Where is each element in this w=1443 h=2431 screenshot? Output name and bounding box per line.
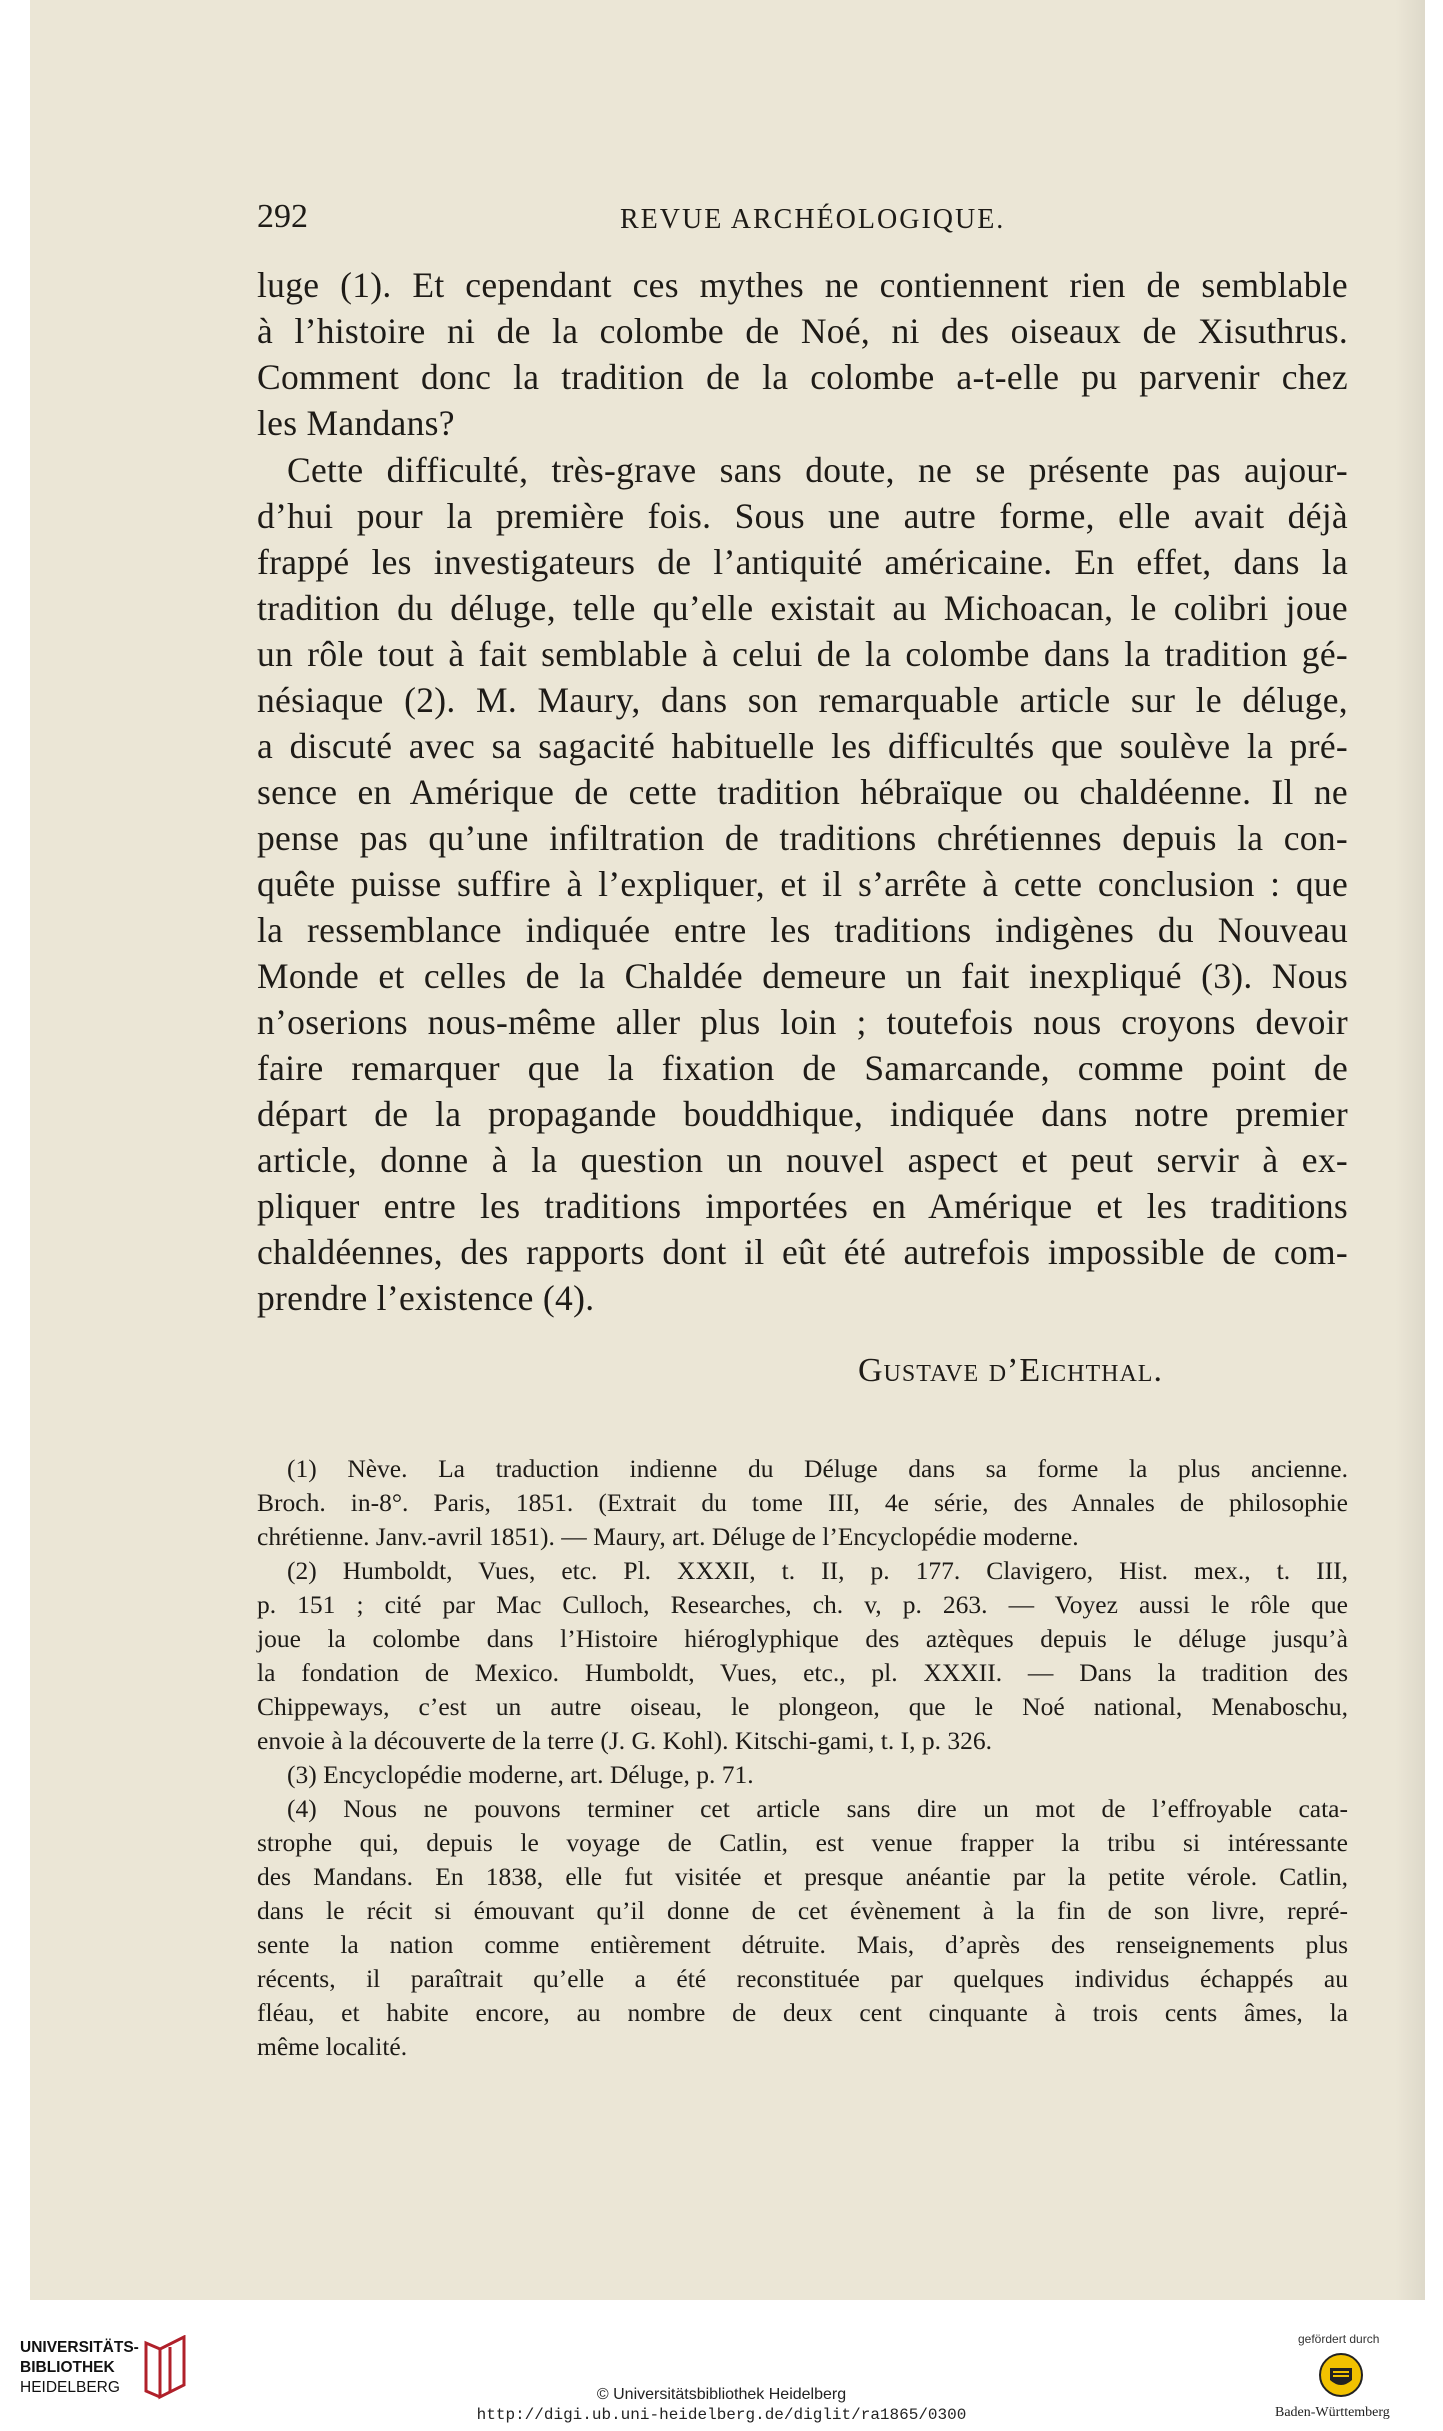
footnote-line: p. 151 ; cité par Mac Culloch, Researches, ch. v, p. 263. — Voyez aussi le rôle que: [257, 1590, 1348, 1619]
footnote-line: chrétienne. Janv.-avril 1851). — Maury, art. Déluge de l’Encyclopédie moderne.: [257, 1522, 1079, 1551]
library-name-line1: UNIVERSITÄTS-: [20, 2339, 139, 2356]
body-line: la ressemblance indiquée entre les traditions indigènes du Nouveau: [257, 910, 1348, 950]
body-line: un rôle tout à fait semblable à celui de la colombe dans la tradition gé-: [257, 634, 1348, 674]
author-first-name: Gustave: [858, 1352, 980, 1389]
body-line: a discuté avec sa sagacité habituelle les difficultés que soulève la pré-: [257, 726, 1348, 766]
body-line: n’oserions nous-même aller plus loin ; toutefois nous croyons devoir: [257, 1002, 1348, 1042]
body-line: Cette difficulté, très-grave sans doute, ne se présente pas aujour-: [287, 450, 1348, 490]
body-line: Comment donc la tradition de la colombe a-t-elle pu parvenir chez: [257, 357, 1348, 397]
footnote-line: envoie à la découverte de la terre (J. G. Kohl). Kitschi-gami, t. I, p. 326.: [257, 1726, 993, 1755]
body-line: luge (1). Et cependant ces mythes ne contiennent rien de semblable: [257, 265, 1348, 305]
footnote-line: la fondation de Mexico. Humboldt, Vues, etc., pl. XXXII. — Dans la tradition des: [257, 1658, 1348, 1687]
running-title: REVUE ARCHÉOLOGIQUE.: [620, 204, 1006, 235]
footnote-line: (3) Encyclopédie moderne, art. Déluge, p. 71.: [287, 1760, 754, 1789]
page-number: 292: [257, 198, 308, 235]
funder-label: Baden-Württemberg: [1275, 2405, 1390, 2420]
body-line: frappé les investigateurs de l’antiquité américaine. En effet, dans la: [257, 542, 1348, 582]
library-name-line2: BIBLIOTHEK: [20, 2359, 115, 2376]
footnote-line: Chippeways, c’est un autre oiseau, le plongeon, que le Noé national, Menaboschu,: [257, 1692, 1348, 1721]
footnote-line: dans le récit si émouvant qu’il donne de cet évènement à la fin de son livre, repré-: [257, 1896, 1348, 1925]
footnote-line: joue la colombe dans l’Histoire hiéroglyphique des aztèques depuis le déluge jusqu’à: [257, 1624, 1348, 1653]
footnote-line: strophe qui, depuis le voyage de Catlin, est venue frapper la tribu si intéressante: [257, 1828, 1348, 1857]
footnote-line: (1) Nève. La traduction indienne du Déluge dans sa forme la plus ancienne.: [287, 1454, 1348, 1483]
body-line: pense pas qu’une infiltration de traditions chrétiennes depuis la con-: [257, 818, 1348, 858]
footnote-line: Broch. in-8°. Paris, 1851. (Extrait du tome III, 4e série, des Annales de philosophie: [257, 1488, 1348, 1517]
body-line: chaldéennes, des rapports dont il eût été autrefois impossible de com-: [257, 1232, 1348, 1272]
footnote-line: fléau, et habite encore, au nombre de deux cent cinquante à trois cents âmes, la: [257, 1998, 1348, 2027]
body-line: les Mandans?: [257, 403, 455, 443]
body-line: à l’histoire ni de la colombe de Noé, ni des oiseaux de Xisuthrus.: [257, 311, 1348, 351]
copyright-notice: © Universitätsbibliothek Heidelberg: [596, 2386, 847, 2403]
body-line: sence en Amérique de cette tradition hébraïque ou chaldéenne. Il ne: [257, 772, 1348, 812]
footnote-line: des Mandans. En 1838, elle fut visitée et presque anéantie par la petite vérole. Catlin,: [257, 1862, 1348, 1891]
footnote-line: (2) Humboldt, Vues, etc. Pl. XXXII, t. II, p. 177. Clavigero, Hist. mex., t. III,: [287, 1556, 1348, 1585]
body-line: d’hui pour la première fois. Sous une autre forme, elle avait déjà: [257, 496, 1348, 536]
body-line: prendre l’existence (4).: [257, 1278, 595, 1318]
body-line: Monde et celles de la Chaldée demeure un fait inexpliqué (3). Nous: [257, 956, 1348, 996]
footnote-line: même localité.: [257, 2032, 408, 2061]
body-line: nésiaque (2). M. Maury, dans son remarquable article sur le déluge,: [257, 680, 1348, 720]
permalink-url[interactable]: http://digi.ub.uni-heidelberg.de/diglit/ra1865/0300: [476, 2406, 967, 2424]
library-name-line3: HEIDELBERG: [20, 2379, 120, 2396]
body-line: tradition du déluge, telle qu’elle existait au Michoacan, le colibri joue: [257, 588, 1348, 628]
author-last-name: d’Eichthal.: [988, 1352, 1163, 1389]
footnote-line: (4) Nous ne pouvons terminer cet article sans dire un mot de l’effroyable cata-: [287, 1794, 1348, 1823]
body-line: départ de la propagande bouddhique, indiquée dans notre premier: [257, 1094, 1348, 1134]
body-line: quête puisse suffire à l’expliquer, et il s’arrête à cette conclusion : que: [257, 864, 1348, 904]
body-line: faire remarquer que la fixation de Samarcande, comme point de: [257, 1048, 1348, 1088]
body-line: article, donne à la question un nouvel aspect et peut servir à ex-: [257, 1140, 1348, 1180]
baden-wuerttemberg-crest-icon: [1318, 2352, 1364, 2398]
body-line: pliquer entre les traditions importées en Amérique et les traditions: [257, 1186, 1348, 1226]
author-signature: [858, 1352, 1163, 1390]
funded-by-label: gefördert durch: [1298, 2332, 1380, 2346]
footnote-line: sente la nation comme entièrement détruite. Mais, d’après des renseignements plus: [257, 1930, 1348, 1959]
footnote-line: récents, il paraîtrait qu’elle a été reconstituée par quelques individus échappés au: [257, 1964, 1348, 1993]
